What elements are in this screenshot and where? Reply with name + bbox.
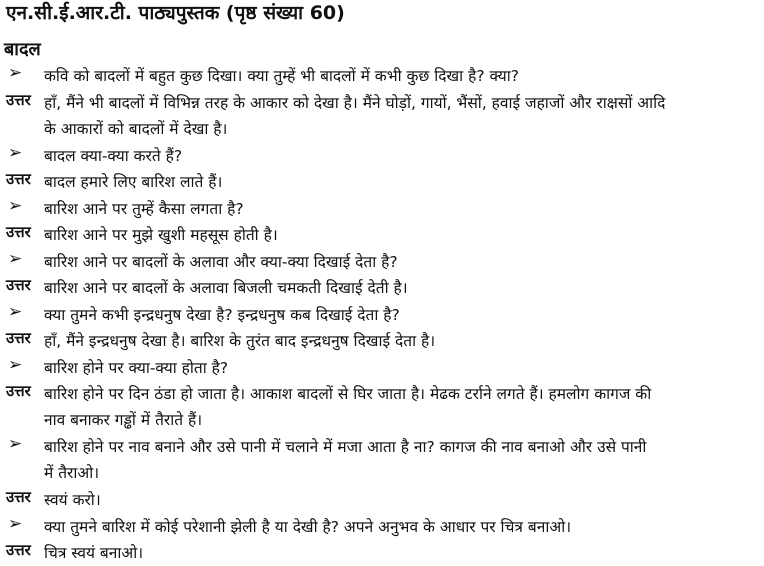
answer-text — [44, 169, 764, 195]
question-text — [44, 63, 764, 89]
answer-text — [44, 90, 764, 142]
answer-text — [44, 328, 764, 354]
question-row — [0, 249, 764, 275]
answer-label: उत्तर — [6, 488, 31, 506]
page-title: एन.सी.ई.आर.टी. पाठ्यपुस्तक (पृष्ठ संख्या 60) — [6, 2, 345, 24]
text-line: बादल क्या-क्या करते हैं? — [44, 146, 183, 165]
answer-row — [0, 222, 764, 248]
arrow-bullet-icon: ➢ — [8, 434, 23, 454]
text-line: क्या तुमने बारिश में कोई परेशानी झेली है या देखी है? अपने अनुभव के आधार पर चित्र बनाओ। — [44, 517, 572, 536]
answer-text — [44, 540, 764, 566]
arrow-bullet-icon: ➢ — [8, 63, 23, 83]
answer-label: उत्तर — [6, 276, 31, 294]
question-text — [44, 143, 764, 169]
arrow-bullet-icon: ➢ — [8, 301, 23, 322]
answer-row — [0, 328, 764, 354]
question-text — [44, 514, 764, 540]
answer-row — [0, 169, 764, 195]
answer-row — [0, 275, 764, 301]
question-text — [44, 302, 764, 328]
text-line: बारिश होने पर दिन ठंडा हो जाता है। आकाश बादलों से घिर जाता है। मेढक टर्राने लगते हैं। हमलोग कागज की — [44, 385, 652, 403]
arrow-bullet-icon: ➢ — [8, 195, 23, 216]
answer-label: उत्तर — [6, 170, 31, 188]
text-line: बारिश आने पर बादलों के अलावा बिजली चमकती दिखाई देती है। — [44, 279, 408, 297]
text-line: बारिश आने पर बादलों के अलावा और क्या-क्या दिखाई देता है? — [44, 252, 398, 271]
arrow-bullet-icon: ➢ — [8, 142, 23, 163]
answer-row — [0, 487, 764, 513]
answer-label: उत्तर — [6, 90, 31, 109]
text-line: में तैराओ। — [44, 464, 100, 482]
arrow-bullet-icon: ➢ — [8, 248, 23, 269]
question-row — [0, 63, 764, 89]
text-line: बारिश आने पर मुझे खुशी महसूस होती है। — [44, 226, 278, 244]
text-line: बारिश आने पर तुम्हें कैसा लगता है? — [44, 199, 244, 218]
text-line: क्या तुमने कभी इन्द्रधनुष देखा है? इन्द्रधनुष कब दिखाई देता है? — [44, 305, 400, 324]
arrow-bullet-icon: ➢ — [8, 513, 23, 534]
text-line: बादल हमारे लिए बारिश लाते हैं। — [44, 173, 223, 191]
text-line: नाव बनाकर गड्ढों में तैराते हैं। — [44, 411, 203, 429]
question-row — [0, 196, 764, 222]
text-line: हाँ, मैंने इन्द्रधनुष देखा है। बारिश के तुरंत बाद इन्द्रधनुष दिखाई देता है। — [44, 332, 436, 350]
text-line: स्वयं करो। — [44, 491, 101, 509]
answer-text — [44, 222, 764, 248]
answer-label: उत्तर — [6, 541, 31, 559]
arrow-bullet-icon: ➢ — [8, 354, 23, 375]
question-row — [0, 434, 764, 486]
question-text — [44, 355, 764, 381]
text-line: कवि को बादलों में बहुत कुछ दिखा। क्या तुम्हें भी बादलों में कभी कुछ दिखा है? क्या? — [44, 67, 520, 85]
question-row — [0, 514, 764, 540]
answer-label: उत्तर — [6, 329, 31, 347]
question-text — [44, 434, 764, 486]
answer-row — [0, 540, 764, 566]
question-row — [0, 302, 764, 328]
answer-text — [44, 381, 764, 433]
text-line: चित्र स्वयं बनाओ। — [44, 544, 144, 562]
section-heading: बादल — [4, 39, 41, 60]
text-line: के आकारों को बादलों में देखा है। — [44, 119, 228, 138]
answer-text — [44, 487, 764, 513]
question-row — [0, 143, 764, 169]
question-text — [44, 196, 764, 222]
question-row — [0, 355, 764, 381]
text-line: हाँ, मैंने भी बादलों में विभिन्न तरह के आकार को देखा है। मैंने घोड़ों, गायों, भैंसों, हवाई जहाजों और राक्षसों आदि — [44, 93, 666, 112]
answer-label: उत्तर — [6, 223, 31, 241]
answer-row — [0, 381, 764, 433]
answer-label: उत्तर — [6, 382, 31, 400]
text-line: बारिश होने पर क्या-क्या होता है? — [44, 358, 229, 377]
question-text — [44, 249, 764, 275]
answer-row — [0, 90, 764, 142]
answer-text — [44, 275, 764, 301]
text-line: बारिश होने पर नाव बनाने और उसे पानी में चलाने में मजा आता है ना? कागज की नाव बनाओ और उसे पानी — [44, 438, 647, 456]
